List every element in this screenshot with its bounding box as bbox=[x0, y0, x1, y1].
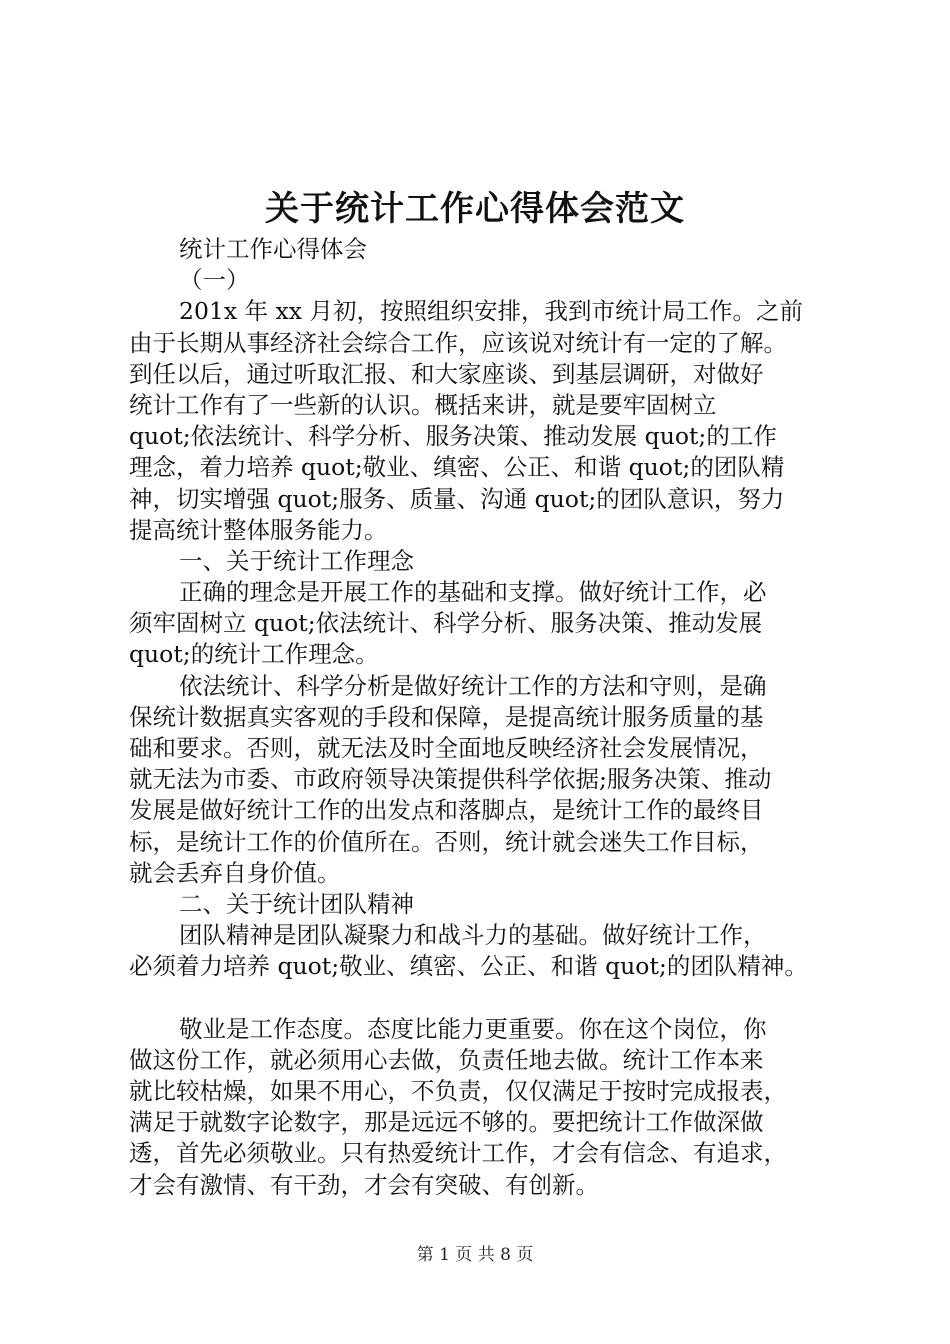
text-line: （一） bbox=[179, 266, 250, 295]
text-line: 由于长期从事经济社会综合工作，应该说对统计有一定的了解。 bbox=[129, 328, 787, 357]
text-line: 理念，着力培养 quot;敬业、缜密、公正、和谐 quot;的团队精 bbox=[129, 453, 785, 482]
text-line: 神，切实增强 quot;服务、质量、沟通 quot;的团队意识，努力 bbox=[129, 484, 785, 513]
text-line: 统计工作心得体会 bbox=[179, 235, 367, 263]
text-line: 提高统计整体服务能力。 bbox=[129, 515, 388, 544]
text-line: 础和要求。否则，就无法及时全面地反映经济社会发展情况， bbox=[129, 734, 764, 762]
text-line: 依法统计、科学分析是做好统计工作的方法和守则，是确 bbox=[179, 671, 767, 700]
text-line: 透，首先必须敬业。只有热爱统计工作，才会有信念、有追求， bbox=[129, 1139, 787, 1168]
text-line: 发展是做好统计工作的出发点和落脚点，是统计工作的最终目 bbox=[129, 796, 764, 825]
text-line: 做这份工作，就必须用心去做，负责任地去做。统计工作本来 bbox=[129, 1045, 764, 1074]
text-line: 就会丢弃自身价值。 bbox=[129, 858, 341, 887]
text-line: 正确的理念是开展工作的基础和支撑。做好统计工作，必 bbox=[179, 578, 767, 607]
text-line: 保统计数据真实客观的手段和保障，是提高统计服务质量的基 bbox=[129, 702, 764, 731]
text-line: quot;的统计工作理念。 bbox=[129, 640, 379, 669]
text-line: 统计工作有了一些新的认识。概括来讲，就是要牢固树立 bbox=[129, 390, 717, 419]
text-line: 到任以后，通过听取汇报、和大家座谈、到基层调研，对做好 bbox=[129, 359, 764, 388]
text-line: 标，是统计工作的价值所在。否则，统计就会迷失工作目标， bbox=[129, 827, 764, 856]
text-line: 须牢固树立 quot;依法统计、科学分析、服务决策、推动发展 bbox=[129, 609, 763, 638]
page-footer: 第 1 页 共 8 页 bbox=[416, 1245, 534, 1265]
text-line: 满足于就数字论数字，那是远远不够的。要把统计工作做深做 bbox=[129, 1108, 764, 1137]
text-line: 必须着力培养 quot;敬业、缜密、公正、和谐 quot;的团队精神。 bbox=[129, 952, 808, 981]
text-line: 一、关于统计工作理念 bbox=[179, 546, 414, 575]
text-line: 敬业是工作态度。态度比能力更重要。你在这个岗位，你 bbox=[179, 1014, 767, 1043]
text-line: 201x 年 xx 月初，按照组织安排，我到市统计局工作。之前 bbox=[179, 297, 804, 326]
text-line: 就比较枯燥，如果不用心，不负责，仅仅满足于按时完成报表， bbox=[129, 1077, 787, 1106]
text-line: 团队精神是团队凝聚力和战斗力的基础。做好统计工作， bbox=[179, 921, 767, 950]
text-line: quot;依法统计、科学分析、服务决策、推动发展 quot;的工作 bbox=[129, 422, 777, 451]
text-line: 才会有激情、有干劲，才会有突破、有创新。 bbox=[129, 1170, 599, 1199]
text-line: 就无法为市委、市政府领导决策提供科学依据;服务决策、推动 bbox=[129, 765, 772, 794]
document-body bbox=[129, 234, 849, 1201]
document-title: 关于统计工作心得体会范文 bbox=[265, 189, 685, 229]
text-line bbox=[129, 983, 849, 1014]
text-line: 二、关于统计团队精神 bbox=[179, 889, 414, 918]
